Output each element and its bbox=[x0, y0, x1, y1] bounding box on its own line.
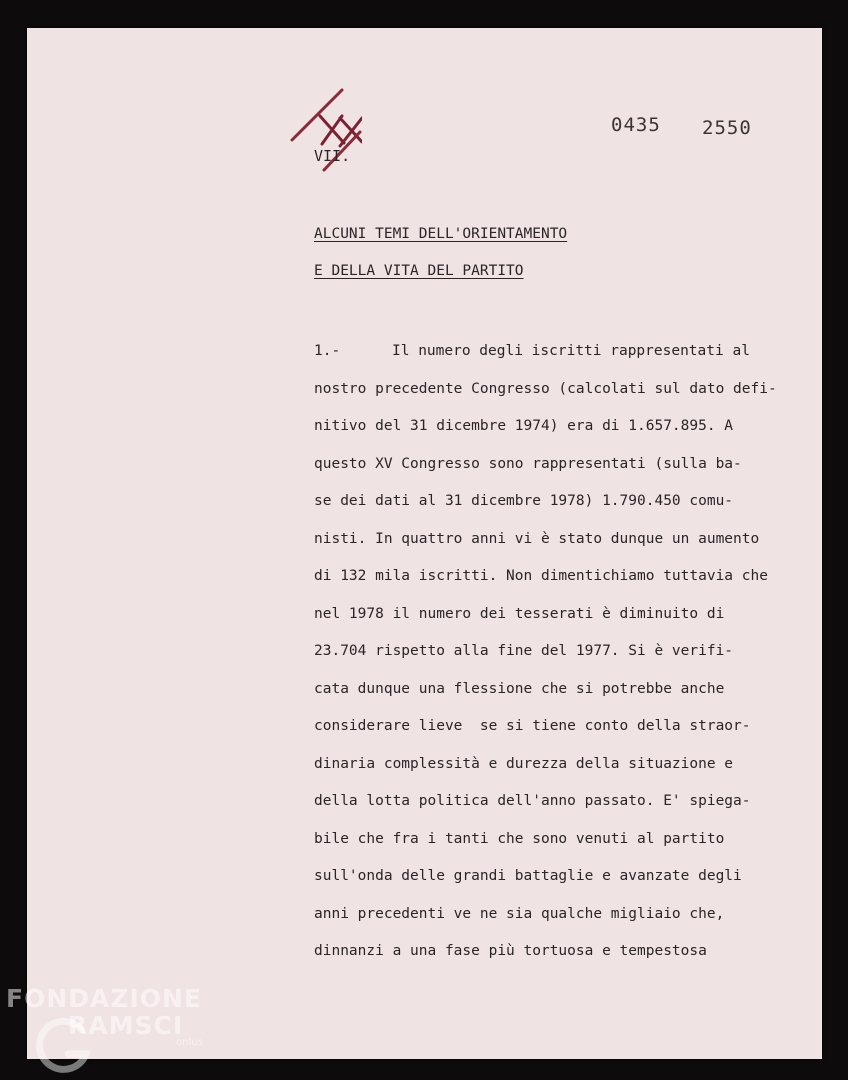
body-line: di 132 mila iscritti. Non dimentichiamo tuttavia che bbox=[314, 568, 768, 584]
body-line: considerare lieve se si tiene conto della straor- bbox=[314, 718, 751, 734]
archive-stamp-number-b: 2550 bbox=[702, 117, 752, 139]
paragraph-number: 1.- bbox=[314, 343, 341, 359]
watermark-line-2: RAMSCI bbox=[68, 1011, 184, 1040]
body-line: nisti. In quattro anni vi è stato dunque un aumento bbox=[314, 530, 760, 547]
body-line: se dei dati al 31 dicembre 1978) 1.790.450 comu- bbox=[314, 493, 734, 509]
fondazione-gramsci-watermark bbox=[6, 986, 203, 1048]
document-page bbox=[27, 28, 822, 1059]
body-line: cata dunque una flessione che si potrebbe anche bbox=[314, 680, 725, 697]
heading-line-1: ALCUNI TEMI DELL'ORIENTAMENTO bbox=[314, 226, 568, 242]
body-line: dinnanzi a una fase più tortuosa e tempestosa bbox=[314, 943, 707, 959]
section-number: VII. bbox=[314, 147, 351, 165]
watermark-line-1: FONDAZIONE bbox=[6, 984, 203, 1013]
body-line: questo XV Congresso sono rappresentati (sulla ba- bbox=[314, 455, 742, 472]
heading-line-2: E DELLA VITA DEL PARTITO bbox=[314, 263, 524, 279]
watermark-line-3: onlus bbox=[176, 1037, 203, 1048]
archive-stamp-number-a: 0435 bbox=[611, 114, 661, 136]
body-line: nostro precedente Congresso (calcolati sul dato defi- bbox=[314, 380, 777, 397]
body-line: bile che fra i tanti che sono venuti al partito bbox=[314, 830, 725, 847]
body-line: nel 1978 il numero dei tesserati è diminuito di bbox=[314, 605, 725, 622]
body-line: anni precedenti ve ne sia qualche migliaio che, bbox=[314, 905, 725, 922]
body-line: nitivo del 31 dicembre 1974) era di 1.657.895. A bbox=[314, 418, 734, 434]
body-text bbox=[314, 333, 819, 971]
body-line: 23.704 rispetto alla fine del 1977. Si è verifi- bbox=[314, 643, 734, 659]
body-line: dinaria complessità e durezza della situazione e bbox=[314, 755, 734, 772]
body-line: della lotta politica dell'anno passato. E' spiega- bbox=[314, 793, 751, 809]
body-line: sull'onda delle grandi battaglie e avanzate degli bbox=[314, 868, 742, 884]
body-line: 1.- Il numero degli iscritti rappresentati al bbox=[314, 333, 819, 371]
